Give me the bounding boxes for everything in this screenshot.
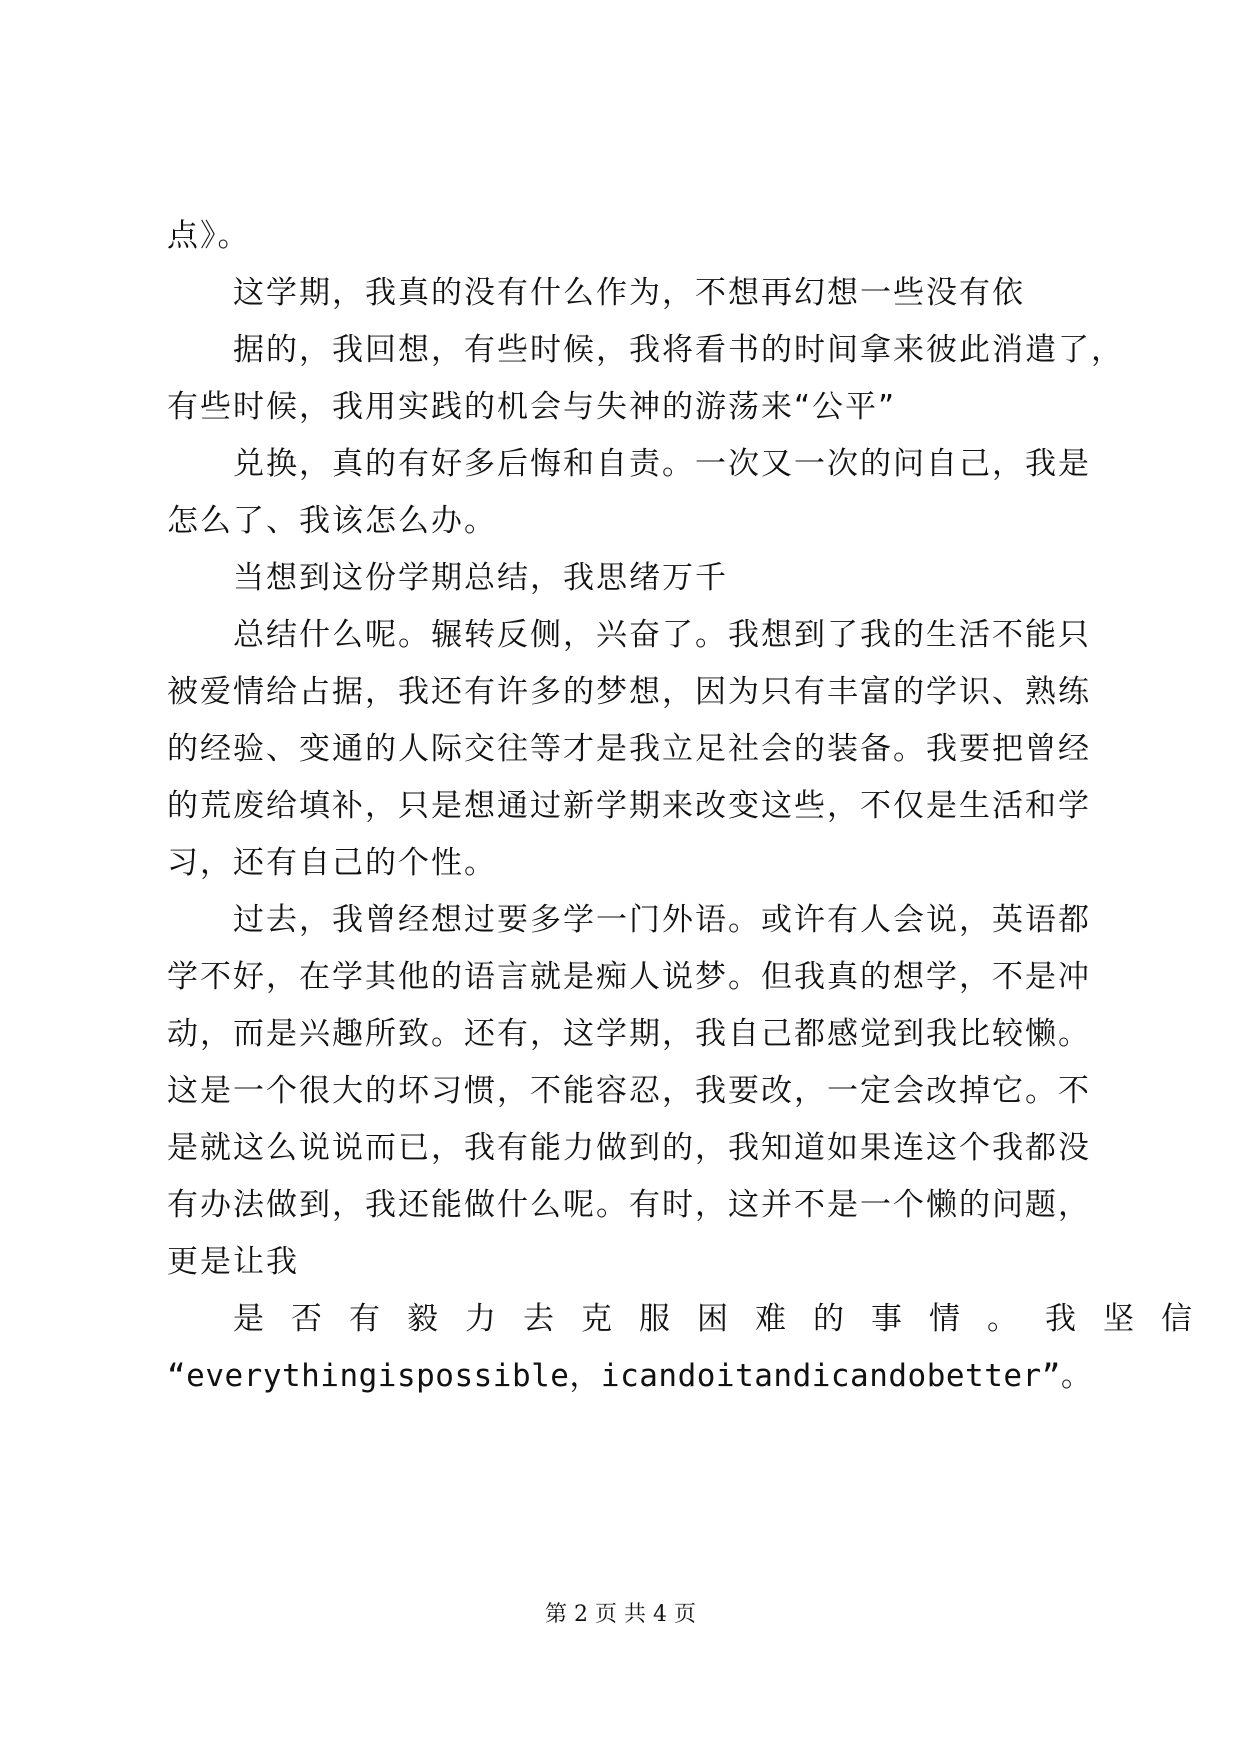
paragraph-line: 当想到这份学期总结，我思绪万千 (233, 560, 728, 596)
paragraph-line: 这学期，我真的没有什么作为，不想再幻想一些没有依 (233, 275, 1025, 311)
paragraph-line: 这是一个很大的坏习惯，不能容忍，我要改，一定会改掉它。不 (167, 1073, 1091, 1109)
paragraph-line: 怎么了、我该怎么办。 (167, 503, 497, 539)
paragraph-line: 总结什么呢。辗转反侧，兴奋了。我想到了我的生活不能只 (233, 617, 1091, 653)
paragraph-line: 据的，我回想，有些时候，我将看书的时间拿来彼此消遣了， (233, 332, 1124, 368)
paragraph-line: 兑换，真的有好多后悔和自责。一次又一次的问自己，我是 (233, 446, 1091, 482)
paragraph-line: 是就这么说说而已，我有能力做到的，我知道如果连这个我都没 (167, 1130, 1091, 1166)
paragraph-line: 动，而是兴趣所致。还有，这学期，我自己都感觉到我比较懒。 (167, 1016, 1091, 1052)
paragraph-line: 更是让我 (167, 1244, 299, 1280)
paragraph-line: 的经验、变通的人际交往等才是我立足社会的装备。我要把曾经 (167, 731, 1091, 767)
page-number-footer: 第 2 页 共 4 页 (545, 1602, 696, 1627)
paragraph-line: 有办法做到，我还能做什么呢。有时，这并不是一个懒的问题， (167, 1187, 1091, 1223)
paragraph-line: 是否有毅力去克服困难的事情。我坚信 (233, 1301, 1219, 1337)
paragraph-line: 的荒废给填补，只是想通过新学期来改变这些，不仅是生活和学 (167, 788, 1091, 824)
paragraph-line: 过去，我曾经想过要多学一门外语。或许有人会说，英语都 (233, 902, 1091, 938)
paragraph-line: 学不好，在学其他的语言就是痴人说梦。但我真的想学，不是冲 (167, 959, 1091, 995)
paragraph-line: 被爱情给占据，我还有许多的梦想，因为只有丰富的学识、熟练 (167, 674, 1091, 710)
paragraph-line: 点》。 (167, 218, 251, 254)
paragraph-line: 有些时候，我用实践的机会与失神的游荡来“公平” (167, 389, 897, 425)
paragraph-line: “everythingispossible，icandoitandicandobetter”。 (167, 1358, 1093, 1394)
paragraph-line: 习，还有自己的个性。 (167, 845, 497, 881)
